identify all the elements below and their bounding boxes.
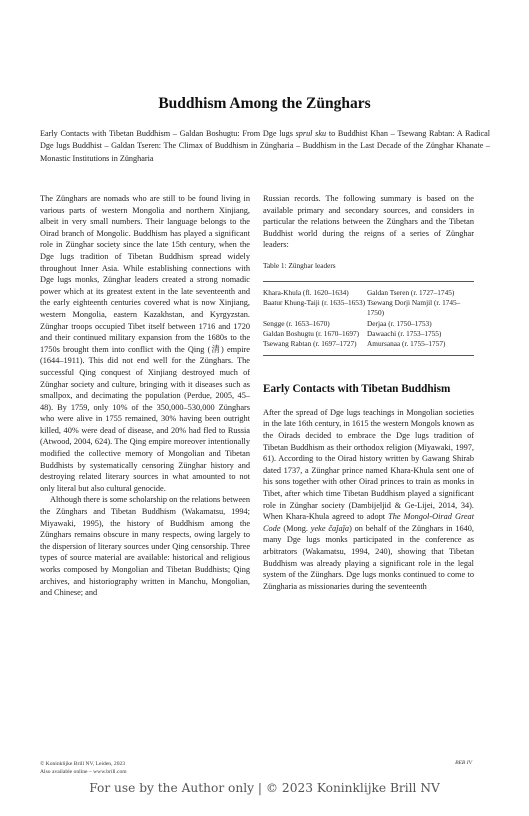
article-title: Buddhism Among the Zünghars	[158, 95, 371, 112]
table-cell: Dawaachi (r. 1753–1755)	[367, 328, 442, 338]
table-cell: Galdan Boshugtu (r. 1670–1697)	[263, 328, 360, 338]
abstract-text-2: to Buddhist Khan – Tsewang Rabtan: A Radical Dge lugs Buddhist – Galdan Tseren: The Climax of Buddhism in Züngharia – Buddhism in the Last Decade of the Zünghar Khanate – Monastic Institutions in Züngharia	[40, 129, 490, 163]
body-paragraph-2: Although there is some scholarship on the relations between the Zünghars and Tibetan Buddhism (Wakamatsu, 1994; Miyawaki, 1995), the history of Buddhism among the Zünghars remains obscure in many respects, owing largely to the dispersion of literary sources under Qing censorship. Three types of source material are available: historical and religious works composed by Mongolian and Tibetan Buddhists; Qing archives, and historiography written in Manchu, Mongolian, and Chinese; and	[40, 495, 251, 598]
copyright-line: © Koninklijke Brill NV, Leiden, 2023	[40, 761, 126, 767]
article-abstract	[40, 128, 490, 165]
para-text-b: (Mong.	[280, 523, 311, 533]
right-column	[263, 193, 474, 592]
section-heading: Early Contacts with Tibetan Buddhism	[263, 383, 451, 396]
table-cell: Baatur Khung-Taiji (r. 1635–1653)	[263, 298, 366, 308]
table-cell: Tsewang Dorji Namjil (r. 1745–1750)	[367, 298, 461, 318]
body-paragraph-3: Russian records. The following summary is based on the available primary and secondary sources, and considers in particular the relations between the Zünghars and the Tibetan Buddhist world during the reigns of a series of Zünghar leaders:	[263, 194, 474, 250]
table-cell: Khara-Khula (fl. 1620–1634)	[263, 287, 349, 297]
table-cell: Tsewang Rabtan (r. 1697–1727)	[263, 338, 357, 348]
table-cell: Sengge (r. 1653–1670)	[263, 318, 330, 328]
body-paragraph-4	[263, 407, 474, 593]
para-italic-term: yeke čaǰaǰa	[310, 523, 350, 533]
para-text-a: After the spread of Dge lugs teachings in Mongolian societies in the late 16th century, in 1615 the western Mongols known as the Oirads decided to embrace the Dge lugs tradition of Tibetan Buddhism as their orthodox religion (Miyawaki, 1997, 61). According to the Oirad history written by Gawang Shirab dated 1737, a Zünghar prince named Khara-Khula sent one of his sons together with other Oirad princes to train as monks in Tibet, after which time Tibetan Buddhism played a significant role in Zünghar society (Dambijeljid & Ge-Lijei, 2014, 34). When Khara-Khula agreed to adopt	[263, 407, 474, 522]
abstract-italic: sprul sku	[295, 129, 327, 138]
table-caption: Table 1: Zünghar leaders	[263, 260, 336, 270]
abstract-text-1: Early Contacts with Tibetan Buddhism – Galdan Boshugtu: From Dge lugs	[40, 129, 296, 138]
table-cell: Galdan Tseren (r. 1727–1745)	[367, 287, 455, 297]
footer-copyright	[40, 760, 127, 776]
author-watermark: For use by the Author only | © 2023 Koninklijke Brill NV	[89, 781, 440, 795]
footer-code: BEB IV	[455, 760, 472, 766]
table-cell: Derjaa (r. 1750–1753)	[367, 318, 432, 328]
body-paragraph-1: The Zünghars are nomads who are still to be found living in various parts of western Mongolia and northern Xinjiang, albeit in very small numbers. Their language belongs to the Oirad branch of Mongolic. Buddhism has played a significant role in Zünghar society since the late 15th century, when the Dge lugs tradition of Tibetan Buddhism spread widely throughout Inner Asia. While establishing connections with Dge lugs monks, Zünghar leaders created a strong nomadic power which at its greatest extent in the late seventeenth and the early eighteenth centuries covered what is now Xinjiang, western Mongolia, eastern Kazakhstan, and Kyrgyzstan. Zünghar troops occupied Tibet itself between 1716 and 1720 and their continued military expansion from the 1680s to the 1750s brought them into conflict with the Qing (清) empire (1644–1911). This did not end well for the Zünghars. The successful Qing conquest of Xinjiang destroyed much of Zünghar society and culture, bringing with it diseases such as smallpox, and decimating the population (Perdue, 2005, 45–48). By 1759, only 10% of the 350,000–530,000 Zünghars who were alive in 1755 remained, 30% having been outright killed, 40% were dead of disease, and 20% had fled to Russia (Atwood, 2004, 624). The Qing empire moreover intentionally modified the collective memory of Mongolian and Tibetan Buddhists by systematically censoring Zünghar history and destroying related literary sources in what amounted to not only literal but also cultural genocide.	[40, 194, 250, 493]
para-italic-title: The Mongol-Oirad Great Code	[263, 512, 474, 533]
leaders-table	[263, 281, 474, 356]
left-column	[40, 193, 250, 599]
para-text-c: ) on behalf of the Zünghars in 1640, many Dge lugs monks participated in the conference as arbitrators (Wakamatsu, 1994, 240), showing that Tibetan Buddhism was already playing a significant role in the legal system of the Zünghars. Dge lugs monks continued to come to Züngharia as missionaries during the seventeenth	[263, 523, 475, 591]
table-cell: Amursanaa (r. 1755–1757)	[367, 338, 446, 348]
online-line: Also available online – www.brill.com	[40, 769, 127, 775]
